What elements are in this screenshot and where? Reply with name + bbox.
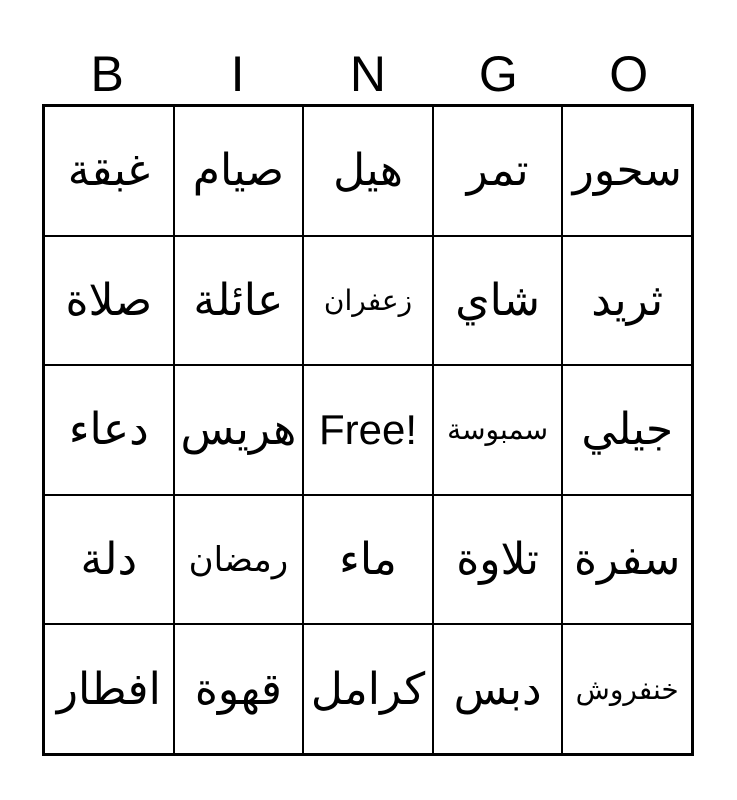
bingo-cell[interactable]: دبس (433, 624, 563, 754)
bingo-cell[interactable]: هيل (303, 106, 433, 236)
bingo-cell[interactable]: عائلة (174, 236, 304, 366)
free-space-cell[interactable]: Free! (303, 365, 433, 495)
bingo-cell[interactable]: خنفروش (562, 624, 692, 754)
header-letter-b: B (90, 46, 124, 102)
bingo-cell[interactable]: صلاة (44, 236, 174, 366)
header-letter-o: O (609, 46, 649, 102)
bingo-cell[interactable]: غبقة (44, 106, 174, 236)
bingo-cell[interactable]: كرامل (303, 624, 433, 754)
bingo-cell[interactable]: زعفران (303, 236, 433, 366)
bingo-cell[interactable]: سحور (562, 106, 692, 236)
bingo-cell[interactable]: دلة (44, 495, 174, 625)
bingo-cell[interactable]: صيام (174, 106, 304, 236)
bingo-cell[interactable]: هريس (174, 365, 304, 495)
bingo-card-grid (42, 104, 694, 756)
bingo-cell[interactable]: افطار (44, 624, 174, 754)
header-letter-g: G (478, 46, 518, 102)
bingo-cell[interactable]: رمضان (174, 495, 304, 625)
bingo-cell[interactable]: ثريد (562, 236, 692, 366)
bingo-cell[interactable]: سمبوسة (433, 365, 563, 495)
bingo-cell[interactable]: قهوة (174, 624, 304, 754)
bingo-cell[interactable]: تمر (433, 106, 563, 236)
header-letter-i: I (230, 46, 245, 102)
bingo-cell[interactable]: دعاء (44, 365, 174, 495)
bingo-cell[interactable]: ماء (303, 495, 433, 625)
bingo-cell[interactable]: جيلي (562, 365, 692, 495)
bingo-header (42, 44, 694, 104)
bingo-cell[interactable]: سفرة (562, 495, 692, 625)
header-letter-n: N (349, 46, 387, 102)
bingo-cell[interactable]: تلاوة (433, 495, 563, 625)
bingo-cell[interactable]: شاي (433, 236, 563, 366)
